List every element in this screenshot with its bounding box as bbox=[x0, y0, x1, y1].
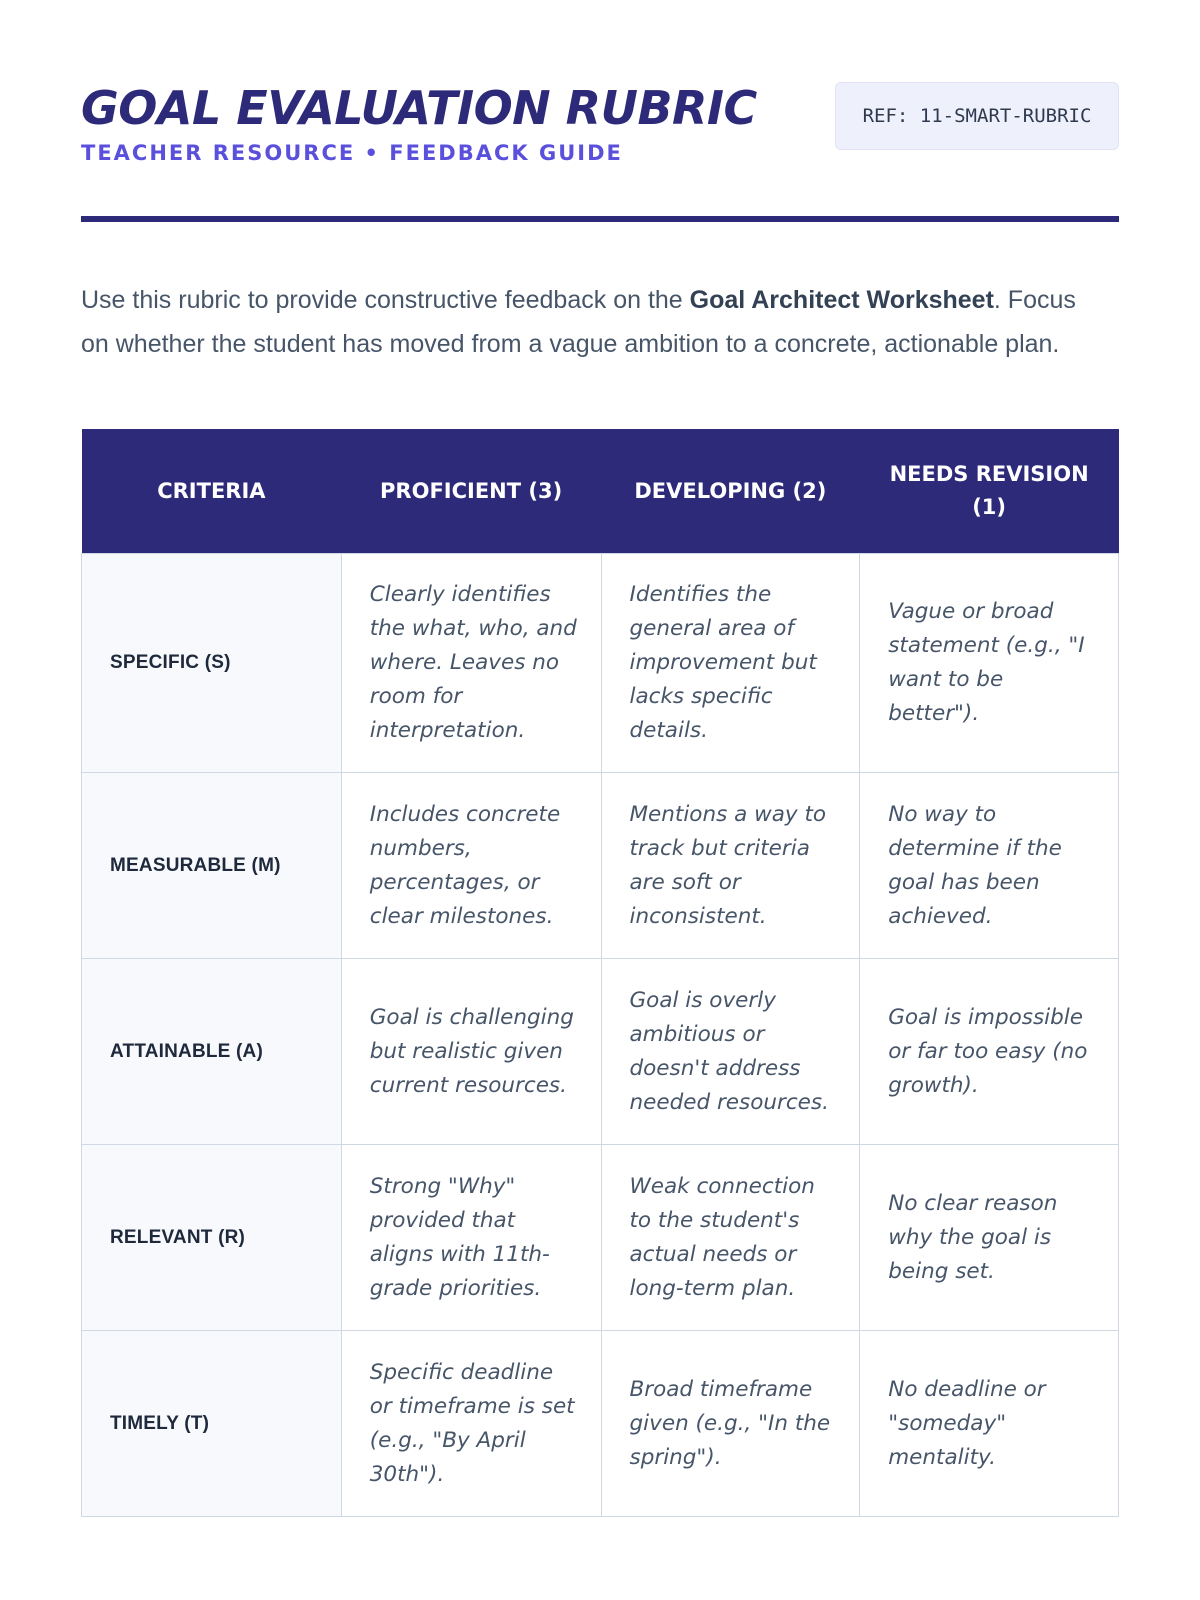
developing-cell: Goal is overly ambitious or doesn't address needed resources. bbox=[601, 959, 860, 1145]
needs-revision-cell: No way to determine if the goal has been achieved. bbox=[860, 773, 1119, 959]
intro-paragraph bbox=[81, 278, 1091, 366]
column-header-needs-revision: NEEDS REVISION (1) bbox=[860, 429, 1119, 554]
developing-cell: Broad timeframe given (e.g., "In the spring"). bbox=[601, 1331, 860, 1517]
table-row bbox=[82, 1331, 1119, 1517]
proficient-cell: Strong "Why" provided that aligns with 11th-grade priorities. bbox=[341, 1145, 601, 1331]
table-row bbox=[82, 773, 1119, 959]
developing-cell: Identifies the general area of improvement but lacks specific details. bbox=[601, 554, 860, 773]
developing-cell: Mentions a way to track but criteria are soft or inconsistent. bbox=[601, 773, 860, 959]
criteria-cell: TIMELY (T) bbox=[82, 1331, 342, 1517]
needs-revision-cell: No clear reason why the goal is being set. bbox=[860, 1145, 1119, 1331]
proficient-cell: Clearly identifies the what, who, and where. Leaves no room for interpretation. bbox=[341, 554, 601, 773]
reference-badge: REF: 11-SMART-RUBRIC bbox=[835, 82, 1119, 150]
needs-revision-cell: Vague or broad statement (e.g., "I want to be better"). bbox=[860, 554, 1119, 773]
criteria-cell: MEASURABLE (M) bbox=[82, 773, 342, 959]
page-subtitle: TEACHER RESOURCE • FEEDBACK GUIDE bbox=[81, 141, 623, 165]
criteria-cell: ATTAINABLE (A) bbox=[82, 959, 342, 1145]
proficient-cell: Specific deadline or timeframe is set (e.g., "By April 30th"). bbox=[341, 1331, 601, 1517]
header bbox=[81, 0, 1119, 196]
table-row bbox=[82, 554, 1119, 773]
intro-tail: . Focus on whether the student has moved from a vague ambition to a concrete, actionable plan. bbox=[81, 286, 1076, 358]
rubric-table bbox=[81, 429, 1119, 1517]
proficient-cell: Goal is challenging but realistic given current resources. bbox=[341, 959, 601, 1145]
needs-revision-cell: Goal is impossible or far too easy (no growth). bbox=[860, 959, 1119, 1145]
column-header-developing: DEVELOPING (2) bbox=[601, 429, 860, 554]
proficient-cell: Includes concrete numbers, percentages, or clear milestones. bbox=[341, 773, 601, 959]
table-row bbox=[82, 959, 1119, 1145]
developing-cell: Weak connection to the student's actual needs or long-term plan. bbox=[601, 1145, 860, 1331]
intro-lead: Use this rubric to provide constructive feedback on the bbox=[81, 286, 690, 314]
intro-emphasis: Goal Architect Worksheet bbox=[689, 286, 994, 314]
criteria-cell: RELEVANT (R) bbox=[82, 1145, 342, 1331]
header-divider bbox=[81, 216, 1119, 222]
table-row bbox=[82, 1145, 1119, 1331]
table-header-row bbox=[82, 429, 1119, 554]
page-title: GOAL EVALUATION RUBRIC bbox=[81, 81, 757, 135]
column-header-criteria: CRITERIA bbox=[82, 429, 342, 554]
criteria-cell: SPECIFIC (S) bbox=[82, 554, 342, 773]
column-header-proficient: PROFICIENT (3) bbox=[341, 429, 601, 554]
needs-revision-cell: No deadline or "someday" mentality. bbox=[860, 1331, 1119, 1517]
